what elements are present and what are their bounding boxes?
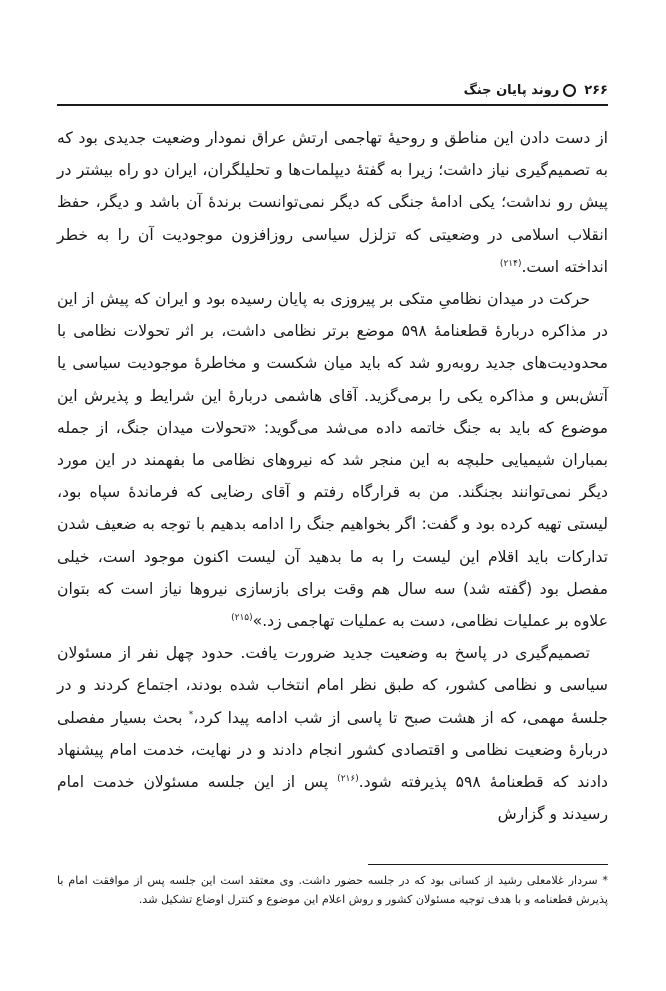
footnote-divider: [368, 864, 608, 865]
footnote-mark: *: [188, 709, 194, 720]
paragraph: [57, 637, 608, 830]
page-number: ۲۶۶: [584, 82, 608, 98]
footnote: * سردار غلامعلی رشید از کسانی بود که در جلسه حضور داشت. وی معتقد است این جلسه پس از موافقت امام با پذیرش قطعنامه و با هدف توجیه مسئولان کشور و روش اعلام این موضوع و کنترل اوضاع تشکیل شد.: [57, 874, 608, 906]
paragraph: [57, 283, 608, 637]
chapter-title: روند پایان جنگ: [463, 82, 560, 98]
paragraph-text: تصمیم‌گیری در پاسخ به وضعیت جدید ضرورت یافت. حدود چهل نفر از مسئولان سیاسی و نظامی کشور، که طبق نظر امام انتخاب شده بودند، اجتماع کردند و در جلسهٔ مهمی، که از هشت صبح تا پاسی از شب ادامه پیدا کرد،: [57, 644, 609, 727]
running-header: [57, 78, 608, 102]
citation-ref: (۲۱۴): [499, 258, 522, 269]
header-divider: [57, 104, 608, 106]
paragraph-text: حرکت در میدان نظامیِ متکی بر پیروزی به پایان رسیده بود و ایران که پیش از این در مذاکره دربارهٔ قطعنامهٔ ۵۹۸ موضع برتر نظامی داشت، بر اثر تحولات نظامی با محدودیت‌های جدید روبه‌رو شد که باید میان شکست و مخاطرهٔ موجودیت سیاسی یا آتش‌بس و مذاکره یکی را برمی‌گزید. آقای هاشمی دربارهٔ این شرایط و پذیرش این موضوع که باید به جنگ خاتمه داده می‌شد می‌گوید: «تحولات میدان جنگ، از جمله بمباران شیمیایی حلبچه به این منجر شد که نیروهای نظامی ما بفهمند در این مورد دیگر نمی‌توانند بجنگند. من به قرارگاه رفتم و آقای رضایی که فرماندهٔ سپاه بود، لیستی تهیه کرده بود و گفت: اگر بخواهیم جنگ را ادامه بدهیم با توجه به ضعیف شدن تدارکات باید اقلام این لیست را به ما بدهید آن لیست اکنون موجود است، خیلی مفصل بود (گفته شد) سه سال هم وقت برای بازسازی نیروها نیاز است که بتوان علاوه بر عملیات نظامی، دست به عملیات تهاجمی زد.»: [57, 290, 608, 631]
paragraph: [57, 122, 608, 283]
paragraph-text: از دست دادن این مناطق و روحیهٔ تهاجمی ارتش عراق نمودار وضعیت جدیدی بود که به تصمیم‌گیری نیاز داشت؛ زیرا به گفتهٔ دیپلمات‌ها و تحلیلگران، ایران دو راه بیشتر در پیش رو نداشت؛ یکی ادامهٔ جنگی که دیگر نمی‌توانست برندهٔ آن باشد و دیگر، حفظ انقلاب اسلامی در وضعیتی که تزلزل سیاسی روزافزون موجودیت آن را به خطر انداخته است.: [57, 129, 608, 276]
paragraph-text: بحث بسیار مفصلی دربارهٔ وضعیت نظامی و اقتصادی کشور انجام دادند و در نهایت، خدمت امام پیشنهاد دادند که قطعنامهٔ ۵۹۸ پذیرفته شود.: [57, 708, 608, 792]
body-text: [57, 122, 608, 830]
citation-ref: (۲۱۶): [337, 773, 359, 784]
citation-ref: (۲۱۵): [231, 612, 253, 623]
paragraph-text: پس از این جلسه مسئولان خدمت امام رسیدند و گزارش: [57, 773, 608, 824]
circle-ornament-icon: [563, 84, 576, 97]
